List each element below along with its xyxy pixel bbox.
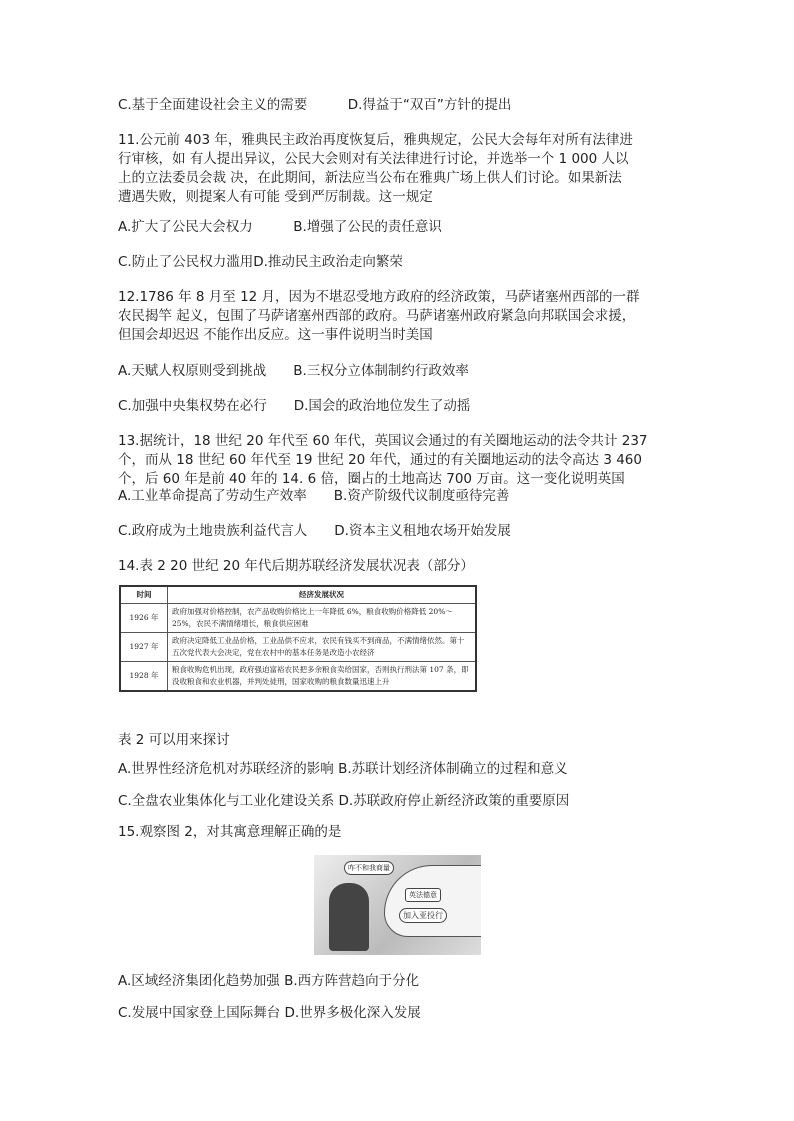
q12-stem: 12.1786 年 8 月至 12 月，因为不堪忍受地方政府的经济政策，马萨诸塞州西部的一群 xyxy=(118,289,640,305)
q15-stem: 15.观察图 2，对其寓意理解正确的是 xyxy=(118,824,342,840)
soviet-economy-table xyxy=(119,585,477,692)
q14-prompt: 表 2 可以用来探讨 xyxy=(118,732,230,748)
q13-options-ab: A.工业革命提高了劳动生产效率 B.资产阶级代议制度亟待完善 xyxy=(118,488,510,504)
q14-options-cd: C.全盘农业集体化与工业化建设关系 D.苏联政府停止新经济政策的重要原因 xyxy=(118,793,570,809)
table-header: 经济发展状况 xyxy=(168,586,477,604)
q11-options-ab: A.扩大了公民大会权力 B.增强了公民的责任意识 xyxy=(118,219,442,235)
status-cell: 粮食收购危机出现，政府强迫富裕农民把多余粮食卖给国家，否则执行刑法第 107 条，即没收粮食和农业机器，并判处徒刑，国家收购的粮食数量迅速上升 xyxy=(168,662,477,692)
table-row xyxy=(120,604,476,633)
year-cell: 1926 年 xyxy=(120,604,168,633)
q14-stem: 14.表 2 20 世纪 20 年代后期苏联经济发展状况表（部分） xyxy=(118,558,474,574)
q14-options-ab: A.世界性经济危机对苏联经济的影响 B.苏联计划经济体制确立的过程和意义 xyxy=(118,761,568,777)
table-header: 时间 xyxy=(120,586,168,604)
q11-stem: 遭遇失败，则提案人有可能 受到严厉制裁。这一规定 xyxy=(118,189,433,205)
q12-options-ab: A.天赋人权原则受到挑战 B.三权分立体制制约行政效率 xyxy=(118,363,469,379)
train-label: 加入亚投行 xyxy=(399,908,447,923)
q15-options-cd: C.发展中国家登上国际舞台 D.世界多极化深入发展 xyxy=(118,1005,421,1021)
q12-stem: 但国会却迟迟 不能作出反应。这一事件说明当时美国 xyxy=(118,327,433,343)
q12-options-cd: C.加强中央集权势在必行 D.国会的政治地位发生了动摇 xyxy=(118,398,471,414)
q11-stem: 行审核，如 有人提出异议，公民大会则对有关法律进行讨论，并选举一个 1 000 人以 xyxy=(118,151,629,167)
status-cell: 政府加强对价格控制，农产品收购价格比上一年降低 6%，粮食收购价格降低 20%～25%，农民不满情绪增长，粮食供应困难 xyxy=(168,604,477,633)
train-label: 英法德意 xyxy=(405,888,441,902)
q11-stem: 上的立法委员会裁 决，在此期间，新法应当公布在雅典广场上供人们讨论。如果新法 xyxy=(118,170,622,186)
status-cell: 政府决定降低工业品价格，工业品供不应求，农民有钱买不到商品，不满情绪依然。第十五次党代表大会决定，党在农村中的基本任务是改造小农经济 xyxy=(168,633,477,662)
q13-options-cd: C.政府成为土地贵族利益代言人 D.资本主义租地农场开始发展 xyxy=(118,523,511,539)
cartoon-figure-2 xyxy=(314,855,481,955)
q13-stem: 个，后 60 年是前 40 年的 14. 6 倍，圈占的土地高达 700 万亩。这一变化说明英国 xyxy=(118,471,625,487)
q12-stem: 农民揭竿 起义，包围了马萨诸塞州西部的政府。马萨诸塞州政府紧急向邦联国会求援， xyxy=(118,308,636,324)
q11-stem: 11.公元前 403 年，雅典民主政治再度恢复后，雅典规定，公民大会每年对所有法律进 xyxy=(118,132,633,148)
q11-options-cd: C.防止了公民权力滥用D.推动民主政治走向繁荣 xyxy=(118,254,403,270)
speech-bubble: 咋不和我商量 xyxy=(344,861,394,875)
q15-options-ab: A.区域经济集团化趋势加强 B.西方阵营趋向于分化 xyxy=(118,973,420,989)
year-cell: 1928 年 xyxy=(120,662,168,692)
table-row xyxy=(120,633,476,662)
table-row xyxy=(120,662,476,692)
year-cell: 1927 年 xyxy=(120,633,168,662)
q10-options-cd: C.基于全面建设社会主义的需要 D.得益于“双百”方针的提出 xyxy=(118,97,512,113)
q13-stem: 13.据统计，18 世纪 20 年代至 60 年代，英国议会通过的有关圈地运动的法令共计 237 xyxy=(118,433,648,449)
train-illustration xyxy=(384,865,481,937)
q13-stem: 个，而从 18 世纪 60 年代至 19 世纪 20 年代，通过的有关圈地运动的法令高达 3 460 xyxy=(118,452,642,468)
running-man-illustration xyxy=(329,883,369,951)
